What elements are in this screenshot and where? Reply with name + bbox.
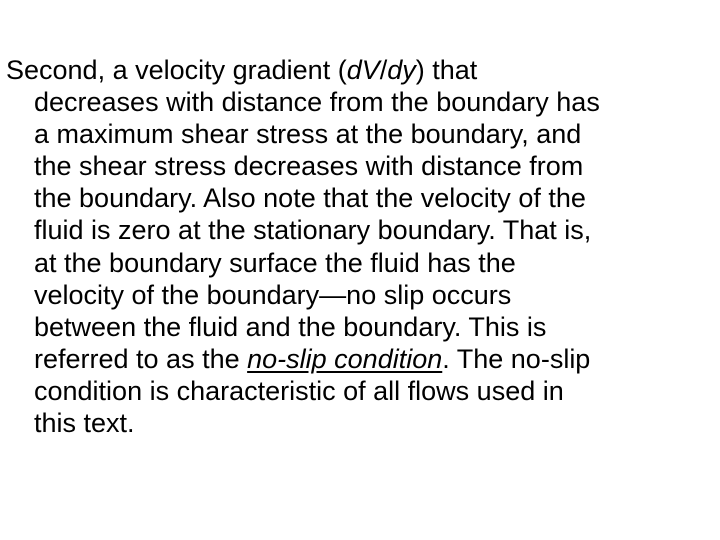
paragraph-line-1 [6,54,710,86]
body-paragraph [6,54,710,439]
paragraph-line-8: velocity of the boundary—no slip occurs [34,279,512,310]
paragraph-line-12: this text. [34,408,135,439]
line-10-text-start: referred to as the [34,343,248,374]
paragraph-line-5: the boundary. Also note that the velocity of the [34,183,586,214]
paragraph-line-3: a maximum shear stress at the boundary, and [34,119,582,150]
velocity-variable: dV [346,55,380,85]
paragraph-line-10 [6,343,710,375]
line-1-text-end: ) that [415,55,478,85]
line-10-text-end: . The no-slip [442,343,591,374]
paragraph-line-11: condition is characteristic of all flows used in [34,375,564,406]
paragraph-line-6: fluid is zero at the stationary boundary. That is, [34,215,592,246]
distance-variable: dy [387,55,416,85]
paragraph-line-2: decreases with distance from the boundary has [34,87,600,118]
no-slip-condition-term: no-slip condition [247,343,443,374]
paragraph-line-4: the shear stress decreases with distance from [34,151,584,182]
line-1-text-start: Second, a velocity gradient ( [6,55,347,85]
paragraph-line-7: at the boundary surface the fluid has the [34,247,516,278]
fraction-slash: / [379,55,388,85]
paragraph-line-9: between the fluid and the boundary. This is [34,311,547,342]
